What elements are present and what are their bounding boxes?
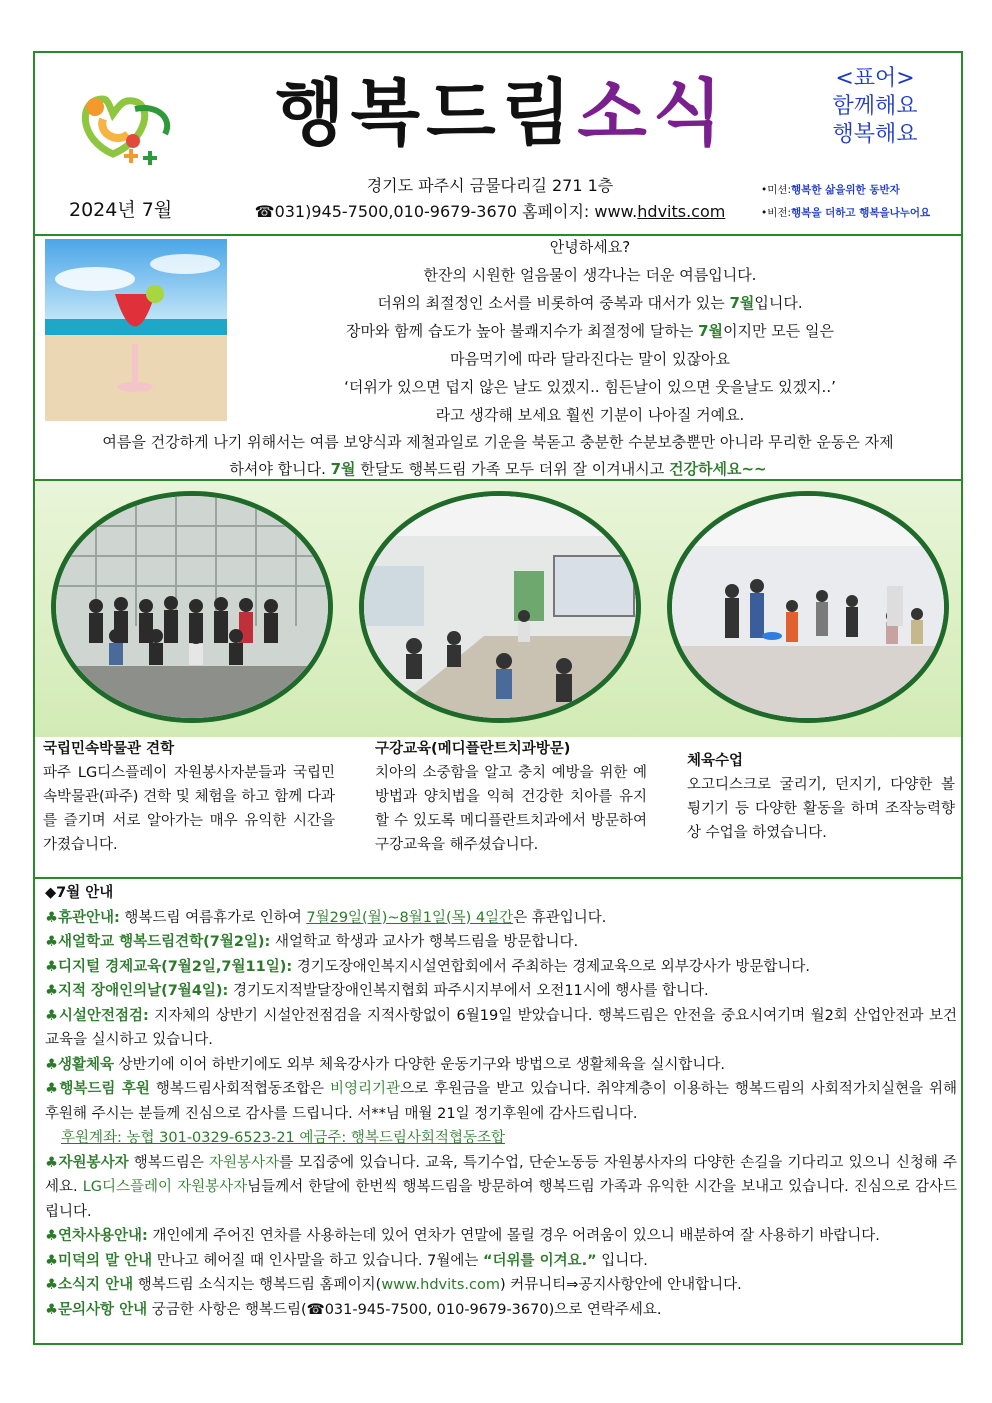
notice-school-visit: ♣새얼학교 행복드림견학(7월2일): 새얼학교 학생과 교사가 행복드림을 방문합니다. xyxy=(45,934,579,950)
activity-text: 치아의 소중함을 알고 충치 예방을 위한 예방법과 양치법을 익혀 건강한 치아를 유지할 수 있도록 메디플란트치과에서 방문하여 구강교육을 해주셨습니다. xyxy=(375,765,647,853)
motto-label: <표어> xyxy=(835,66,915,91)
motto xyxy=(805,65,945,149)
notice-annual-leave: ♣연차사용안내: 개인에게 주어진 연차를 사용하는데 있어 연차가 연말에 몰릴 경우 어려움이 있으니 배분하여 잘 사용하기 바랍니다. xyxy=(45,1228,880,1244)
phone-text: ☎031)945-7500,010-9679-3670 홈페이지: www. xyxy=(254,202,638,221)
activity-title: 국립민속박물관 견학 xyxy=(43,741,175,757)
beach-drink-photo xyxy=(45,239,227,421)
notice-closure: ♣휴관안내: 행복드림 여름휴가로 인하여 7월29일(월)~8월1일(목) 4일간은 휴관입니다. xyxy=(45,909,607,926)
activity-caption-museum xyxy=(43,737,335,857)
greeting-line: ‘더위가 있으면 덥지 않은 날도 있겠지.. 힘든날이 있으면 웃을날도 있겠지..’ xyxy=(344,378,836,396)
happy-dream-logo xyxy=(73,79,193,169)
title-purple-part: 소식 xyxy=(577,71,729,155)
notice-virtue-words: ♣미덕의 말 안내 만나고 헤어질 때 인사말을 하고 있습니다. 7월에는 “더위를 이겨요.” 입니다. xyxy=(45,1252,648,1269)
mission-value: 행복한 삶을위한 동반자 xyxy=(791,184,900,196)
vision-line xyxy=(761,202,930,225)
notice-volunteers: ♣자원봉사자 행복드림은 자원봉사자를 모집중에 있습니다. 교육, 특기수업, 단순노동등 자원봉사자의 다양한 손길을 기다리고 있으니 신청해 주세요. LG디스플레이 자원봉사자님들께서 한달에 한번씩 행복드림을 방문하여 행복드림 가족과 유익한 시간을 보내고 있습니다. 진심으로 감사드립니다. xyxy=(45,1154,957,1220)
vision-value: 행복을 더하고 행복을나누어요 xyxy=(791,207,931,219)
notice-sports: ♣생활체육 상반기에 이어 하반기에도 외부 체육강사가 다양한 운동기구와 방법으로 생활체육을 실시합니다. xyxy=(45,1056,726,1073)
phone-line xyxy=(230,199,750,225)
motto-line-2: 행복해요 xyxy=(832,122,918,147)
address: 경기도 파주시 금물다리길 271 1층 xyxy=(366,176,614,195)
vision-label: •비전: xyxy=(761,207,792,219)
mission-line xyxy=(761,179,930,202)
museum-group-photo xyxy=(51,491,333,723)
greeting-closing xyxy=(41,429,955,483)
motto-line-1: 함께해요 xyxy=(832,94,918,119)
activity-text: 파주 LG디스플레이 자원봉사자분들과 국립민속박물관(파주) 견학 및 체험을 하고 함께 다과를 즐기며 서로 알아가는 매우 유익한 시간을 가졌습니다. xyxy=(43,765,335,853)
dental-class-photo xyxy=(359,491,641,723)
homepage-link-inline[interactable]: www.hdvits.com xyxy=(381,1277,500,1293)
notice-newsletter: ♣소식지 안내 행복드림 소식지는 행복드림 홈페이지(www.hdvits.com) 커뮤니티⇒공지사항안에 안내합니다. xyxy=(45,1277,742,1293)
newsletter-title xyxy=(275,63,728,163)
greeting-line: 더위의 최절정인 소서를 비롯하여 중복과 대서가 있는 7월입니다. xyxy=(377,294,803,312)
contact-info xyxy=(230,173,750,225)
greeting-line: 안녕하세요? xyxy=(549,238,631,256)
notices-heading: ◆7월 안내 xyxy=(45,885,114,901)
newsletter-frame xyxy=(33,51,963,1345)
activity-captions xyxy=(35,737,961,877)
greeting-message xyxy=(230,233,950,429)
issue-date: 2024년 7월 xyxy=(69,199,173,221)
activity-text: 오고디스크로 굴리기, 던지기, 다양한 볼 튕기기 등 다양한 활동을 하며 조작능력향상 수업을 하였습니다. xyxy=(687,777,955,841)
pe-class-photo xyxy=(667,491,949,723)
notice-inquiry: ♣문의사항 안내 궁금한 사항은 행복드림(☎031-945-7500, 010-9679-3670)으로 연락주세요. xyxy=(45,1301,662,1318)
greeting-line: 마음먹기에 따라 달라진다는 말이 있잖아요 xyxy=(450,350,730,368)
activity-title: 구강교육(메디플란트치과방문) xyxy=(375,741,571,757)
july-notices xyxy=(45,881,957,1322)
activity-title: 체육수업 xyxy=(687,753,744,769)
activity-photos xyxy=(35,481,961,737)
mission-label: •미션: xyxy=(761,184,792,196)
greeting-line: 여름을 건강하게 나기 위해서는 여름 보양식과 제철과일로 기운을 북돋고 충분한 수분보충뿐만 아니라 무리한 운동은 자제 xyxy=(102,433,894,451)
greeting-line: 한잔의 시원한 얼음물이 생각나는 더운 여름입니다. xyxy=(423,266,757,284)
notice-safety-inspection: ♣시설안전점검: 지자체의 상반기 시설안전점검을 지적사항없이 6월19일 받았습니다. 행복드림은 안전을 중요시여기며 월2회 산업안전과 보건교육을 실시하고 있습니다. xyxy=(45,1007,957,1048)
activity-caption-pe xyxy=(687,749,955,845)
greeting-line: 라고 생각해 보세요 훨씬 기분이 나아질 거예요. xyxy=(435,406,745,424)
greeting-line: 하셔야 합니다. 7월 한달도 행복드림 가족 모두 더위 잘 이겨내시고 건강하세요~~ xyxy=(229,460,767,478)
notice-sponsorship: ♣행복드림 후원 행복드림사회적협동조합은 비영리기관으로 후원금을 받고 있습니다. 취약계층이 이용하는 행복드림의 사회적가치실현을 위해 후원해 주시는 분들께 진심으로 감사를 드립니다. 서**님 매월 21일 정기후원에 감사드립니다. xyxy=(45,1081,958,1122)
homepage-link[interactable]: hdvits.com xyxy=(637,202,726,221)
activity-caption-dental xyxy=(375,737,647,857)
notice-disability-day: ♣지적 장애인의날(7월4일): 경기도지적발달장애인복지협회 파주시지부에서 오전11시에 행사를 합니다. xyxy=(45,983,709,999)
notice-economic-education: ♣디지털 경제교육(7월2일,7월11일): 경기도장애인복지시설연합회에서 주최하는 경제교육으로 외부강사가 방문합니다. xyxy=(45,958,811,975)
divider xyxy=(35,877,961,879)
mission-vision xyxy=(761,179,930,225)
sponsor-account: 후원계좌: 농협 301-0329-6523-21 예금주: 행복드림사회적협동조합 xyxy=(61,1130,505,1146)
greeting-line: 장마와 함께 습도가 높아 불쾌지수가 최절정에 달하는 7월이지만 모든 일은 xyxy=(345,322,835,340)
title-black-part: 행복드림 xyxy=(275,71,578,155)
